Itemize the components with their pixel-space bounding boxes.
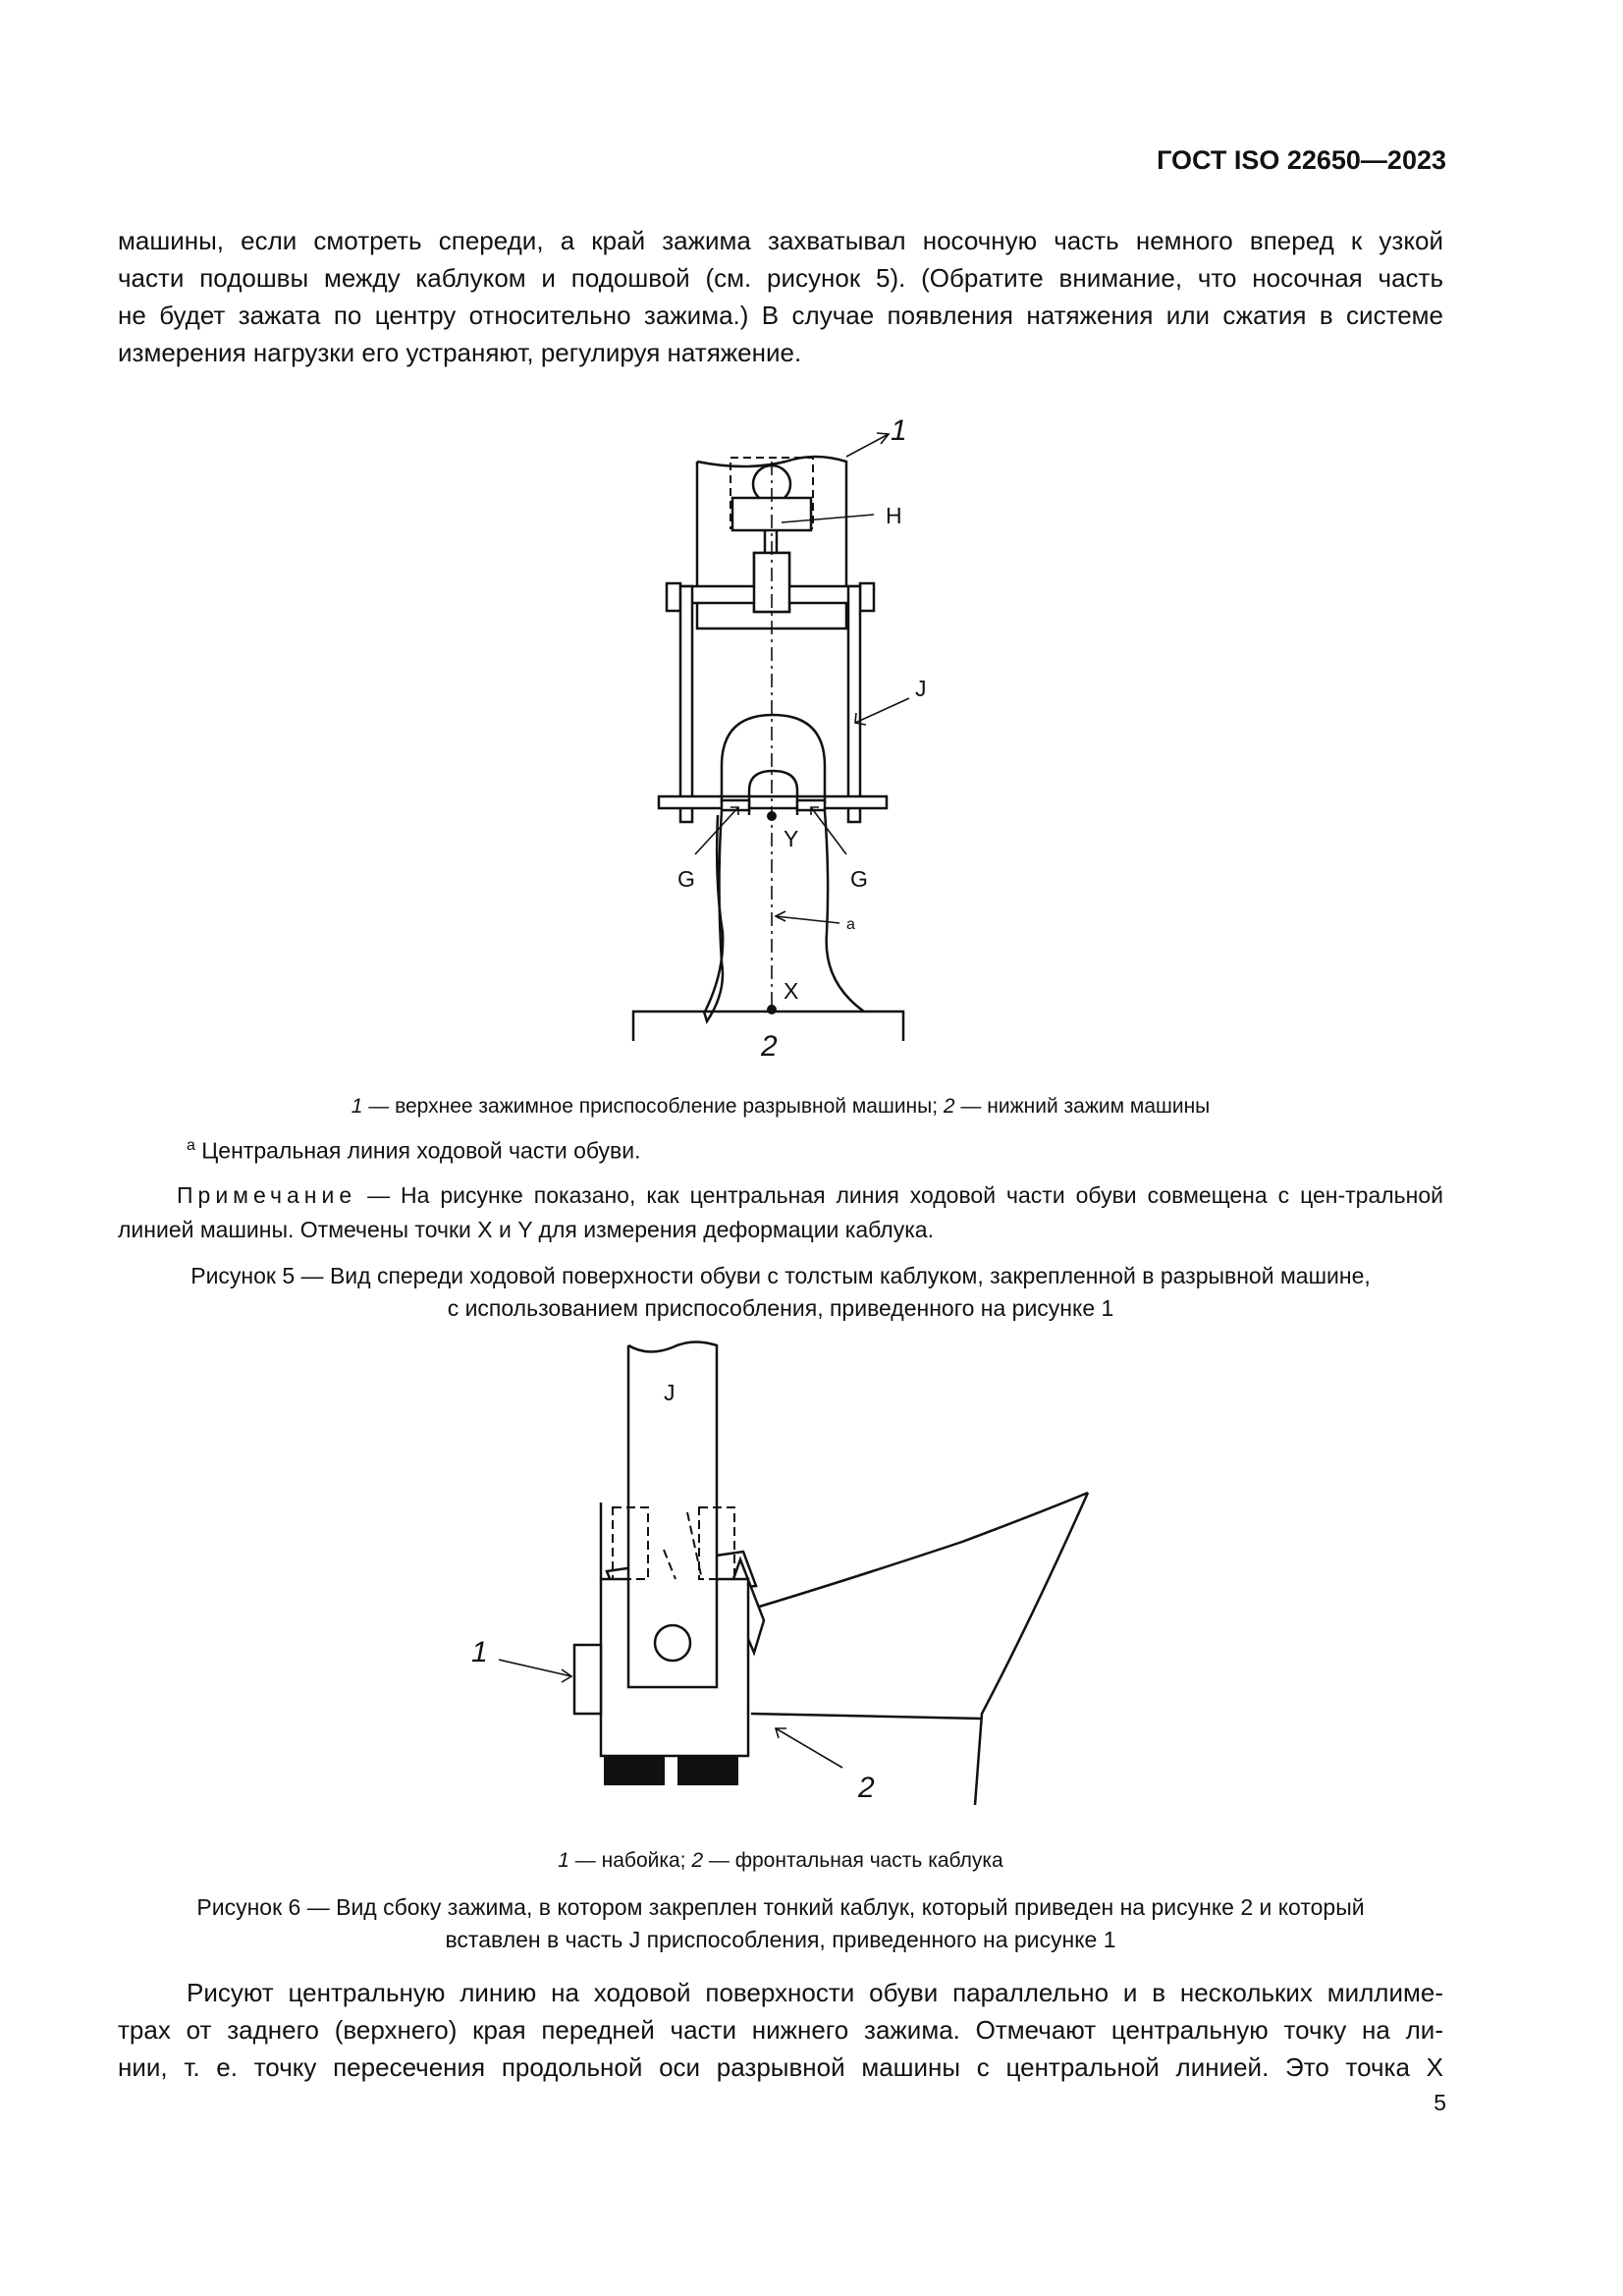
fig5-label-x: X <box>784 978 799 1004</box>
legend-number: 1 <box>558 1849 569 1872</box>
body-paragraph <box>118 1974 1443 2086</box>
intro-line: не будет зажата по центру относительно зажима.) В случае появления натяжения или сжатия в системе <box>118 301 1443 330</box>
fig5-label-j: J <box>915 676 927 701</box>
figure-title-line: с использованием приспособления, приведенного на рисунке 1 <box>447 1295 1114 1321</box>
legend-text: — верхнее зажимное приспособление разрывной машины; <box>362 1095 944 1118</box>
legend-text: — нижний зажим машины <box>954 1095 1211 1118</box>
note-text: — На рисунке показано, как центральная линия ходовой части обуви совмещена с цен-тральной линией машины. Отмечены точки X и Y для измерения деформации каблука. <box>118 1182 1443 1242</box>
legend-number: 1 <box>351 1095 363 1118</box>
fig6-label-j: J <box>664 1380 676 1405</box>
fig5-label-g-left: G <box>677 866 695 892</box>
legend-text: — набойка; <box>568 1849 692 1872</box>
footnote-text: Центральная линия ходовой части обуви. <box>194 1137 641 1164</box>
fig6-label-2: 2 <box>858 1772 875 1804</box>
fig5-label-a: a <box>846 916 855 933</box>
intro-line: машины, если смотреть спереди, а край зажима захватывал носочную часть немного вперед к узкой <box>118 226 1443 255</box>
fig6-label-1: 1 <box>471 1636 488 1668</box>
body-line: Рисуют центральную линию на ходовой поверхности обуви параллельно и в нескольких миллиме- <box>187 1978 1443 2007</box>
figure-title-line: Рисунок 6 — Вид сбоку зажима, в котором закреплен тонкий каблук, который приведен на рисунке 2 и который <box>196 1894 1365 1920</box>
legend-text: — фронтальная часть каблука <box>703 1849 1003 1872</box>
note-label: Примечание <box>177 1182 357 1208</box>
figure-title-line: Рисунок 5 — Вид спереди ходовой поверхности обуви с толстым каблуком, закрепленной в разрывной машине, <box>190 1263 1371 1288</box>
fig5-label-g-right: G <box>850 866 868 892</box>
legend-number: 2 <box>691 1849 704 1872</box>
body-line: нии, т. е. точку пересечения продольной оси разрывной машины с центральной линией. Это точка X <box>118 2052 1443 2082</box>
fig5-label-1: 1 <box>891 414 907 447</box>
fig5-label-y: Y <box>784 826 799 851</box>
fig5-label-2: 2 <box>761 1030 778 1063</box>
figure-6-legend <box>118 1849 1443 1873</box>
standard-header: ГОСТ ISO 22650—2023 <box>1157 145 1446 175</box>
fig5-label-h: H <box>886 503 902 528</box>
intro-line: измерения нагрузки его устраняют, регулируя натяжение. <box>118 338 802 367</box>
figure-title-line: вставлен в часть J приспособления, приведенного на рисунке 1 <box>445 1927 1116 1952</box>
page-number: 5 <box>1434 2090 1446 2115</box>
footnote-mark: a <box>187 1137 195 1154</box>
legend-number: 2 <box>943 1095 955 1118</box>
figure-6-title <box>118 1891 1443 1956</box>
body-line: трах от заднего (верхнего) края передней части нижнего зажима. Отмечают центральную точку на ли- <box>118 2015 1443 2045</box>
intro-line: части подошвы между каблуком и подошвой (см. рисунок 5). (Обратите внимание, что носочная часть <box>118 263 1443 293</box>
